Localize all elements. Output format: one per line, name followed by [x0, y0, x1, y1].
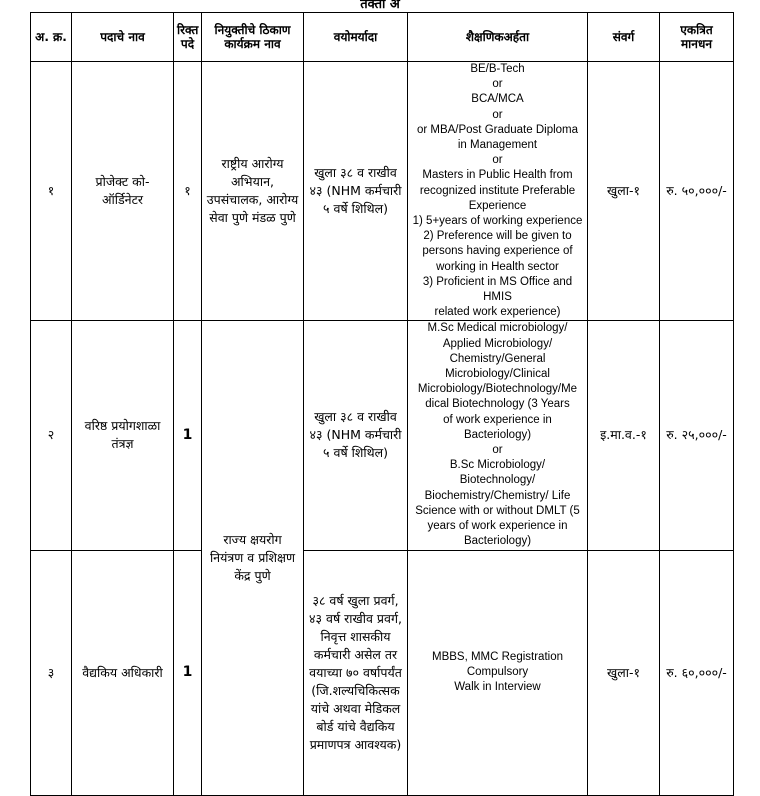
- recruitment-table: [30, 12, 734, 796]
- row-vacant: 1: [174, 321, 202, 550]
- qualification-line: dical Biotechnology (3 Years: [425, 398, 570, 411]
- qualification-line: in Management: [457, 139, 538, 152]
- qualification-line: or: [492, 444, 503, 457]
- qualification-line: years of work experience in: [427, 520, 568, 533]
- row-age: ३८ वर्ष खुला प्रवर्ग, ४३ वर्ष राखीव प्रवर्ग, निवृत्त शासकीय कर्मचारी असेल तर वयाच्या ७० वर्षापर्यंत (जि.शल्यचिकित्सक यांचे अथवा मेडिकल बोर्ड यांचे वैद्यकिय प्रमाणपत्र आवश्यक): [304, 550, 408, 795]
- row-pay: रु. ६०,०००/-: [660, 550, 734, 795]
- header-vacant: रिक्त पदे: [174, 13, 202, 62]
- row-sr: २: [31, 321, 72, 550]
- qualification-line: MBBS, MMC Registration: [431, 650, 563, 663]
- qualification-line: 3) Proficient in MS Office and: [422, 275, 573, 288]
- header-place: नियुक्तीचे ठिकाण कार्यक्रम नाव: [202, 13, 304, 62]
- row-vacant: १: [174, 62, 202, 321]
- row-cadre: खुला-१: [588, 62, 660, 321]
- table-row: [31, 62, 734, 321]
- qualification-line: related work experience): [434, 306, 561, 319]
- qualification-line: BCA/MCA: [471, 93, 524, 106]
- table-row: [31, 321, 734, 550]
- row-pay: रु. ५०,०००/-: [660, 62, 734, 321]
- qualification-line: 2) Preference will be given to: [423, 230, 572, 243]
- qualification-line: working in Health sector: [436, 260, 559, 273]
- row-qualification: [408, 550, 588, 795]
- header-pay: एकत्रित मानधन: [660, 13, 734, 62]
- table-caption: तक्ता अ: [360, 0, 400, 12]
- row-age: खुला ३८ व राखीव ४३ (NHM कर्मचारी ५ वर्षे शिथिल): [304, 62, 408, 321]
- header-qualification: शैक्षणिकअर्हता: [408, 13, 588, 62]
- qualification-line: Bacteriology): [463, 535, 532, 548]
- row-qualification: [408, 62, 588, 321]
- header-cadre: संवर्ग: [588, 13, 660, 62]
- row-vacant: 1: [174, 550, 202, 795]
- row-sr: ३: [31, 550, 72, 795]
- header-post: पदाचे नाव: [72, 13, 174, 62]
- row-sr: १: [31, 62, 72, 321]
- row-post: वैद्यकिय अधिकारी: [72, 550, 174, 795]
- row-qualification: [408, 321, 588, 550]
- qualification-line: BE/B-Tech: [470, 63, 525, 75]
- qualification-line: or: [492, 78, 503, 91]
- qualification-line: Biochemistry/Chemistry/ Life: [424, 489, 571, 502]
- qualification-line: 1) 5+years of working experience: [412, 215, 583, 228]
- qualification-line: B.Sc Microbiology/: [449, 459, 546, 472]
- row-cadre: खुला-१: [588, 550, 660, 795]
- qualification-line: HMIS: [483, 291, 512, 304]
- header-row: [31, 13, 734, 62]
- qualification-line: or: [492, 108, 503, 121]
- qualification-line: recognized institute Preferable: [419, 184, 576, 197]
- row-cadre: इ.मा.व.-१: [588, 321, 660, 550]
- qualification-line: Applied Microbiology/: [442, 337, 553, 350]
- header-sr: अ. क्र.: [31, 13, 72, 62]
- qualification-line: or: [492, 154, 503, 167]
- row-post: प्रोजेक्ट को-ऑर्डिनेटर: [72, 62, 174, 321]
- qualification-line: Microbiology/Biotechnology/Me: [417, 383, 578, 396]
- row-pay: रु. २५,०००/-: [660, 321, 734, 550]
- qualification-line: Walk in Interview: [454, 681, 541, 694]
- qualification-line: persons having experience of: [422, 245, 573, 258]
- qualification-line: Experience: [468, 199, 527, 212]
- qualification-line: Biotechnology/: [459, 474, 536, 487]
- qualification-line: M.Sc Medical microbiology/: [427, 322, 568, 335]
- qualification-line: Chemistry/General: [449, 352, 546, 365]
- header-age: वयोमर्यादा: [304, 13, 408, 62]
- qualification-line: Science with or without DMLT (5: [415, 504, 580, 517]
- table-row: [31, 550, 734, 795]
- row-place: राष्ट्रीय आरोग्य अभियान, उपसंचालक, आरोग्य सेवा पुणे मंडळ पुणे: [202, 62, 304, 321]
- qualification-line: of work experience in: [443, 413, 552, 426]
- qualification-line: or MBA/Post Graduate Diploma: [416, 123, 579, 136]
- qualification-line: Compulsory: [466, 665, 529, 678]
- qualification-line: Bacteriology): [463, 428, 532, 441]
- qualification-line: Masters in Public Health from: [422, 169, 573, 182]
- qualification-line: Microbiology/Clinical: [445, 368, 550, 381]
- row-age: खुला ३८ व राखीव ४३ (NHM कर्मचारी ५ वर्षे शिथिल): [304, 321, 408, 550]
- row-place-merged: राज्य क्षयरोग नियंत्रण व प्रशिक्षण केंद्र पुणे: [202, 321, 304, 795]
- row-post: वरिष्ठ प्रयोगशाळा तंत्रज्ञ: [72, 321, 174, 550]
